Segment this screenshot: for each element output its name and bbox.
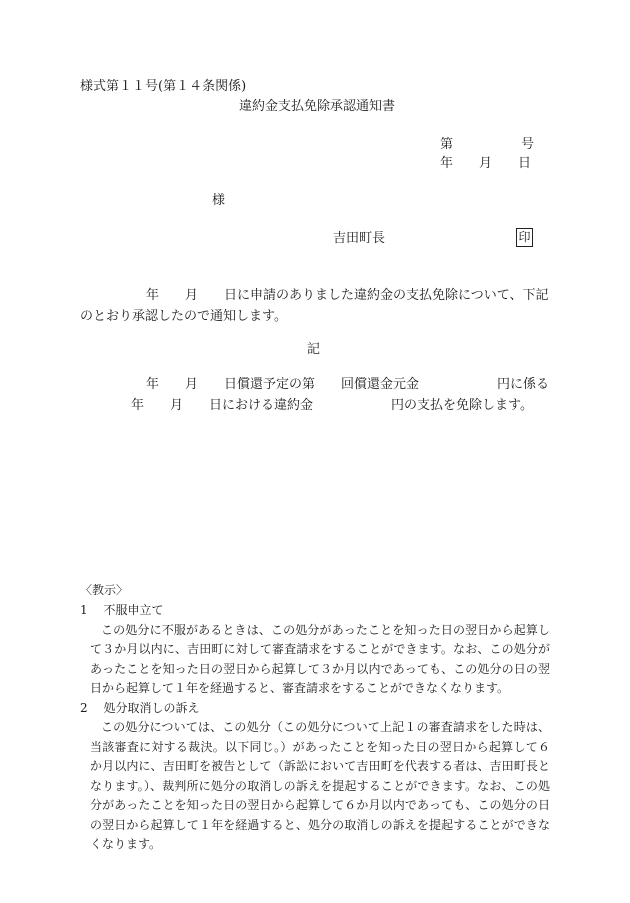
- issue-date: [440, 157, 531, 170]
- form-number: 様式第１１号(第１４条関係): [80, 79, 247, 94]
- date-year: 年: [440, 156, 454, 171]
- reference-suffix: 号: [521, 137, 535, 152]
- section-text-appeal: この処分に不服があるときは、この処分があったことを知った日の翌日から起算して３か月以内に、吉田町に対して審査請求をすることができます。なお、この処分があったことを知った日の翌日から起算して３か月以内であっても、この処分の日の翌日から起算して１年を経過すると、審査請求をすることができなくなります。: [90, 622, 550, 695]
- ki-heading: 記: [307, 342, 321, 357]
- section-heading-lawsuit: 2 処分取消しの訴え: [80, 700, 200, 715]
- reference-number: [440, 138, 534, 151]
- document-title: 違約金支払免除承認通知書: [238, 99, 395, 114]
- date-month: 月: [479, 156, 493, 171]
- section-heading-appeal: 1 不服申立て: [80, 603, 164, 617]
- addressee-suffix: 様: [212, 193, 226, 208]
- kyoji-section: [80, 601, 550, 855]
- reference-prefix: 第: [440, 137, 454, 152]
- item-line-2: 年 月 日における違約金 円の支払を免除します。: [131, 398, 533, 413]
- kyoji-heading: 〈教示〉: [80, 583, 129, 597]
- section-text-lawsuit: この処分については、この処分（この処分について上記１の審査請求をした時は、当該審査に対する裁決。以下同じ。）があったことを知った日の翌日から起算して６か月以内に、吉田町を被告として（訴訟において吉田町を代表する者は、吉田町長となります。）、裁判所に処分の取消しの訴えを提起することができます。なお、この処分があったことを知った日の翌日から起算して６か月以内であっても、この処分の日の翌日から起算して１年を経過すると、処分の取消しの訴えを提起することができなくなります。: [90, 720, 550, 851]
- issuer-name: 吉田町長: [333, 231, 386, 246]
- item-line-1: 年 月 日償還予定の第 回償還金元金 円に係る: [146, 377, 550, 392]
- body-text: 年 月 日に申請のありました違約金の支払免除について、下記のとおり承認したので通知します。: [80, 288, 549, 324]
- date-day: 日: [518, 156, 532, 171]
- body-paragraph: [80, 285, 550, 327]
- seal-mark: 印: [516, 228, 533, 247]
